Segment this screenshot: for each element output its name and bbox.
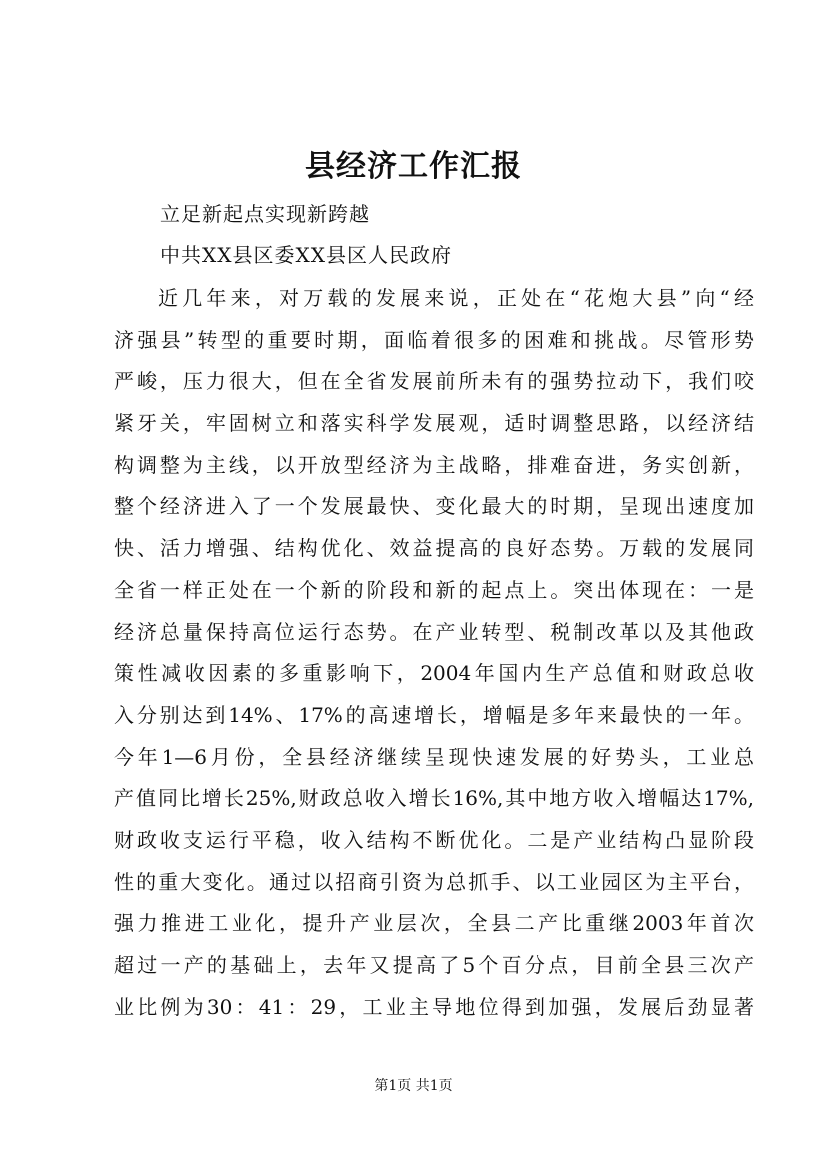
body-line: 今年1—6月份，全县经济继续呈现快速发展的好势头，工业总 [114,744,754,769]
body-line: 济强县”转型的重要时期，面临着很多的困难和挑战。尽管形势 [114,327,754,352]
document-subtitle: 立足新起点实现新跨越 [160,202,370,226]
document-body [114,278,754,1028]
body-line: 业比例为30：41：29，工业主导地位得到加强，发展后劲显著 [114,994,754,1019]
document-issuer: 中共XX县区委XX县区人民政府 [160,243,452,267]
body-line: 构调整为主线，以开放型经济为主战略，排难奋进，务实创新， [114,452,754,477]
body-line: 入分别达到14%、17%的高速增长，增幅是多年来最快的一年。 [114,702,754,727]
document-title: 县经济工作汇报 [305,149,522,184]
body-line: 策性减收因素的多重影响下，2004年国内生产总值和财政总收 [114,661,754,686]
body-line: 严峻，压力很大，但在全省发展前所未有的强势拉动下，我们咬 [114,369,754,394]
body-line: 性的重大变化。通过以招商引资为总抓手、以工业园区为主平台， [114,869,754,894]
body-line: 快、活力增强、结构优化、效益提高的良好态势。万载的发展同 [114,536,754,561]
body-line: 超过一产的基础上，去年又提高了5个百分点，目前全县三次产 [114,953,754,977]
body-line: 全省一样正处在一个新的阶段和新的起点上。突出体现在：一是 [114,577,754,602]
body-line: 强力推进工业化，提升产业层次，全县二产比重继2003年首次 [114,911,754,936]
body-line: 整个经济进入了一个发展最快、变化最大的时期，呈现出速度加 [114,494,754,519]
body-line: 近几年来，对万载的发展来说，正处在“花炮大县”向“经 [158,286,754,310]
body-line: 产值同比增长25%,财政总收入增长16%,其中地方收入增幅达17%, [114,786,754,811]
body-line: 经济总量保持高位运行态势。在产业转型、税制改革以及其他政 [114,619,754,644]
body-line: 财政收支运行平稳，收入结构不断优化。二是产业结构凸显阶段 [114,827,754,852]
page-number: 第1页 共1页 [374,1078,453,1094]
body-line: 紧牙关，牢固树立和落实科学发展观，适时调整思路，以经济结 [114,411,754,436]
